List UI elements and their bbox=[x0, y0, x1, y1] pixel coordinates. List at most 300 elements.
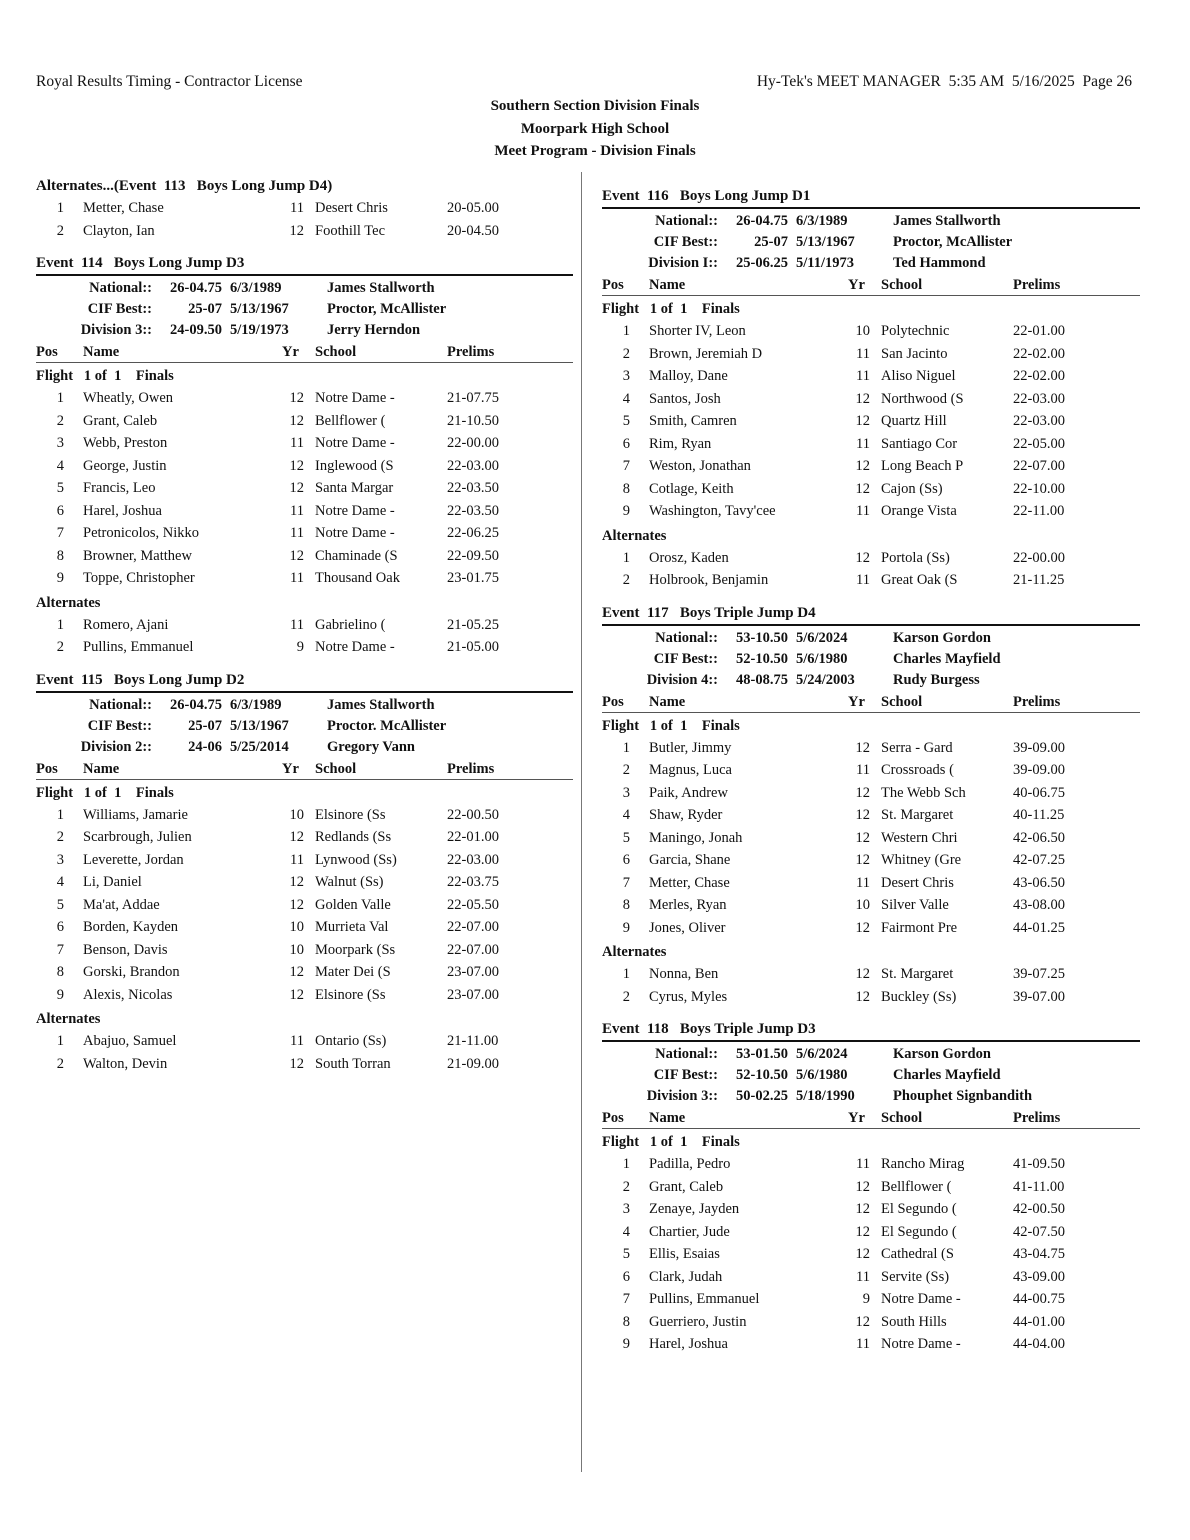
result-row bbox=[602, 804, 1140, 827]
school: Buckley (Ss) bbox=[881, 988, 957, 1005]
year: 11 bbox=[856, 762, 870, 778]
school: Bellflower ( bbox=[881, 1178, 952, 1195]
prelims-mark: 44-01.25 bbox=[1013, 919, 1065, 936]
athlete-name: Washington, Tavy'cee bbox=[649, 503, 776, 519]
event-section bbox=[602, 602, 1140, 1019]
prelims-mark: 22-11.00 bbox=[1013, 503, 1065, 519]
athlete-name: Garcia, Shane bbox=[649, 852, 731, 868]
records-block bbox=[602, 626, 1140, 692]
column-header bbox=[36, 759, 573, 780]
result-row bbox=[602, 872, 1140, 895]
result-row bbox=[602, 410, 1140, 433]
record-mark: 53-01.50 bbox=[736, 1046, 788, 1062]
athlete-name: Grant, Caleb bbox=[83, 412, 158, 429]
place: 2 bbox=[56, 412, 64, 429]
athlete-name: Maningo, Jonah bbox=[649, 829, 743, 846]
yr-header: Yr bbox=[848, 1110, 865, 1126]
left-column bbox=[36, 175, 573, 1085]
record-holder: Karson Gordon bbox=[893, 629, 991, 646]
section-gap bbox=[602, 1008, 1140, 1018]
result-row bbox=[36, 894, 573, 917]
yr-header: Yr bbox=[282, 760, 299, 777]
record-mark: 48-08.75 bbox=[736, 671, 788, 688]
year: 12 bbox=[855, 549, 870, 566]
record-label: National:: bbox=[89, 696, 152, 713]
school: Golden Valle bbox=[315, 896, 391, 913]
place: 8 bbox=[622, 1313, 630, 1330]
year: 12 bbox=[289, 1055, 304, 1072]
place: 3 bbox=[56, 851, 64, 868]
prelims-mark: 22-02.00 bbox=[1013, 345, 1065, 362]
school: Notre Dame - bbox=[881, 1291, 961, 1307]
school: Servite (Ss) bbox=[881, 1268, 950, 1285]
place: 9 bbox=[56, 570, 64, 586]
continued-title: Alternates...(Event 113 Boys Long Jump D4) bbox=[36, 178, 333, 194]
athlete-name: Harel, Joshua bbox=[83, 502, 162, 519]
record-row bbox=[602, 253, 1140, 274]
athlete-name: Wheatly, Owen bbox=[83, 390, 174, 406]
result-row bbox=[602, 1198, 1140, 1221]
athlete-name: Padilla, Pedro bbox=[649, 1156, 731, 1172]
year: 11 bbox=[290, 502, 304, 519]
name-header: Name bbox=[83, 760, 120, 777]
school: Gabrielino ( bbox=[315, 616, 386, 633]
meet-titles bbox=[0, 95, 1190, 163]
record-mark: 53-10.50 bbox=[736, 629, 788, 646]
place: 3 bbox=[622, 784, 630, 801]
place: 5 bbox=[622, 1246, 630, 1262]
school: Notre Dame - bbox=[315, 525, 395, 541]
record-row bbox=[602, 211, 1140, 232]
prelims-mark: 43-08.00 bbox=[1013, 897, 1065, 913]
prelims-mark: 22-03.75 bbox=[447, 874, 499, 890]
athlete-name: Cyrus, Myles bbox=[649, 988, 728, 1005]
school-header: School bbox=[881, 693, 923, 710]
result-row bbox=[36, 522, 573, 545]
record-date: 5/18/1990 bbox=[796, 1088, 855, 1104]
year: 12 bbox=[855, 852, 870, 868]
prelims-header: Prelims bbox=[1013, 1110, 1061, 1126]
year: 12 bbox=[855, 413, 870, 429]
meet-venue: Moorpark High School bbox=[520, 120, 670, 137]
prelims-mark: 39-07.25 bbox=[1013, 966, 1065, 982]
year: 12 bbox=[855, 1178, 870, 1195]
school: Silver Valle bbox=[881, 897, 949, 913]
result-row bbox=[602, 343, 1140, 366]
record-label: CIF Best:: bbox=[653, 1067, 718, 1083]
pos-header: Pos bbox=[602, 693, 624, 710]
prelims-mark: 20-04.50 bbox=[447, 222, 499, 239]
place: 2 bbox=[56, 222, 64, 239]
record-row bbox=[36, 737, 573, 758]
prelims-mark: 43-06.50 bbox=[1013, 874, 1065, 891]
prelims-mark: 22-09.50 bbox=[447, 547, 499, 564]
alternate-row bbox=[36, 614, 573, 637]
place: 1 bbox=[622, 1156, 630, 1172]
result-row bbox=[602, 737, 1140, 760]
result-row bbox=[36, 849, 573, 872]
record-mark: 52-10.50 bbox=[736, 1067, 788, 1083]
year: 11 bbox=[856, 503, 870, 519]
year: 11 bbox=[290, 616, 304, 633]
athlete-name: Malloy, Dane bbox=[649, 368, 728, 384]
school: Walnut (Ss) bbox=[315, 874, 384, 890]
school: Northwood (S bbox=[881, 390, 964, 407]
school: Serra - Gard bbox=[881, 739, 953, 756]
place: 6 bbox=[622, 852, 630, 868]
flight-label: Flight 1 of 1 Finals bbox=[36, 784, 174, 801]
place: 8 bbox=[56, 964, 64, 980]
year: 12 bbox=[855, 739, 870, 756]
record-row bbox=[602, 1086, 1140, 1107]
year: 11 bbox=[856, 874, 870, 891]
prelims-mark: 21-11.00 bbox=[447, 1033, 499, 1049]
record-label: National:: bbox=[89, 280, 152, 296]
year: 12 bbox=[855, 807, 870, 823]
record-date: 6/3/1989 bbox=[230, 696, 282, 713]
result-row bbox=[36, 939, 573, 962]
record-label: Division 4:: bbox=[646, 671, 718, 688]
record-row bbox=[36, 695, 573, 716]
place: 1 bbox=[56, 806, 64, 823]
athlete-name: Benson, Davis bbox=[83, 941, 168, 958]
record-date: 5/24/2003 bbox=[796, 671, 855, 688]
name-header: Name bbox=[649, 277, 686, 293]
athlete-name: Clark, Judah bbox=[649, 1268, 723, 1285]
year: 11 bbox=[856, 435, 870, 452]
record-holder: James Stallworth bbox=[893, 213, 1001, 229]
year: 11 bbox=[290, 1033, 304, 1049]
athlete-name: Clayton, Ian bbox=[83, 222, 155, 239]
place: 2 bbox=[56, 1055, 64, 1072]
school: San Jacinto bbox=[881, 345, 948, 362]
event-section bbox=[36, 252, 573, 669]
athlete-name: Merles, Ryan bbox=[649, 897, 727, 913]
place: 1 bbox=[56, 390, 64, 406]
school: Notre Dame - bbox=[315, 390, 395, 406]
alternate-row bbox=[36, 220, 573, 243]
place: 2 bbox=[56, 639, 64, 655]
result-row bbox=[602, 894, 1140, 917]
school: St. Margaret bbox=[881, 807, 954, 823]
school: Elsinore (Ss bbox=[315, 986, 386, 1003]
place: 4 bbox=[622, 1223, 630, 1240]
record-holder: Charles Mayfield bbox=[893, 650, 1001, 667]
result-row bbox=[36, 567, 573, 590]
athlete-name: Orosz, Kaden bbox=[649, 549, 729, 566]
athlete-name: Li, Daniel bbox=[83, 874, 142, 890]
record-row bbox=[36, 716, 573, 737]
yr-header: Yr bbox=[848, 693, 865, 710]
year: 11 bbox=[856, 1156, 870, 1172]
place: 4 bbox=[622, 390, 630, 407]
result-row bbox=[36, 826, 573, 849]
meet-program: Meet Program - Division Finals bbox=[494, 143, 696, 159]
school: Chaminade (S bbox=[315, 547, 398, 564]
record-mark: 24-06 bbox=[188, 738, 222, 755]
prelims-mark: 43-04.75 bbox=[1013, 1246, 1065, 1262]
record-label: National:: bbox=[655, 629, 718, 646]
athlete-name: Chartier, Jude bbox=[649, 1223, 730, 1240]
yr-header: Yr bbox=[848, 277, 865, 293]
school: Desert Chris bbox=[881, 874, 954, 891]
athlete-name: Borden, Kayden bbox=[83, 919, 179, 935]
pos-header: Pos bbox=[602, 277, 624, 293]
prelims-mark: 39-09.00 bbox=[1013, 762, 1065, 778]
record-holder: Ted Hammond bbox=[893, 255, 986, 271]
section-gap bbox=[36, 659, 573, 669]
place: 6 bbox=[622, 1268, 630, 1285]
record-date: 5/25/2014 bbox=[230, 738, 289, 755]
school: Lynwood (Ss) bbox=[315, 851, 397, 868]
athlete-name: Butler, Jimmy bbox=[649, 739, 732, 756]
place: 5 bbox=[56, 896, 64, 913]
school: Whitney (Gre bbox=[881, 852, 962, 868]
year: 12 bbox=[855, 966, 870, 982]
school: Polytechnic bbox=[881, 323, 950, 339]
year: 12 bbox=[289, 874, 304, 890]
athlete-name: Browner, Matthew bbox=[83, 547, 192, 564]
result-row bbox=[602, 1153, 1140, 1176]
record-label: Division 2:: bbox=[80, 738, 152, 755]
column-header bbox=[602, 1108, 1140, 1129]
school: Cathedral (S bbox=[881, 1246, 954, 1262]
event-title: Event 117 Boys Triple Jump D4 bbox=[602, 602, 1140, 626]
prelims-mark: 22-00.00 bbox=[447, 435, 499, 451]
record-mark: 52-10.50 bbox=[736, 650, 788, 667]
year: 9 bbox=[862, 1291, 870, 1307]
athlete-name: Shorter IV, Leon bbox=[649, 323, 746, 339]
record-holder: Gregory Vann bbox=[327, 738, 415, 755]
school: Quartz Hill bbox=[881, 413, 947, 429]
athlete-name: Pullins, Emmanuel bbox=[649, 1291, 760, 1307]
year: 11 bbox=[856, 368, 870, 384]
place: 5 bbox=[56, 480, 64, 496]
alternate-row bbox=[602, 569, 1140, 592]
result-row bbox=[602, 1288, 1140, 1311]
place: 3 bbox=[622, 1201, 630, 1217]
school: Santa Margar bbox=[315, 480, 394, 496]
school: Inglewood (S bbox=[315, 457, 394, 474]
year: 12 bbox=[855, 1313, 870, 1330]
flight-label: Flight 1 of 1 Finals bbox=[602, 717, 740, 734]
record-mark: 25-06.25 bbox=[736, 255, 788, 271]
result-row bbox=[602, 388, 1140, 411]
event-section bbox=[36, 669, 573, 1086]
athlete-name: Walton, Devin bbox=[83, 1055, 168, 1072]
year: 10 bbox=[289, 806, 304, 823]
place: 2 bbox=[622, 345, 630, 362]
place: 7 bbox=[622, 458, 630, 474]
section-gap bbox=[602, 592, 1140, 602]
record-holder: Proctor. McAllister bbox=[327, 717, 447, 734]
year: 11 bbox=[290, 851, 304, 868]
result-row bbox=[36, 432, 573, 455]
prelims-mark: 42-07.25 bbox=[1013, 852, 1065, 868]
prelims-mark: 23-07.00 bbox=[447, 964, 499, 980]
result-row bbox=[602, 849, 1140, 872]
school: Aliso Niguel bbox=[881, 368, 956, 384]
school: El Segundo ( bbox=[881, 1201, 957, 1217]
record-mark: 24-09.50 bbox=[170, 322, 222, 338]
year: 12 bbox=[289, 986, 304, 1003]
school-header: School bbox=[315, 760, 357, 777]
athlete-name: Smith, Camren bbox=[649, 413, 737, 429]
top-gap bbox=[602, 175, 1140, 185]
event-title: Event 114 Boys Long Jump D3 bbox=[36, 252, 573, 276]
result-row bbox=[602, 320, 1140, 343]
record-mark: 26-04.75 bbox=[736, 213, 788, 229]
result-row bbox=[602, 1266, 1140, 1289]
record-date: 5/6/1980 bbox=[796, 1067, 848, 1083]
result-row bbox=[602, 478, 1140, 501]
records-block bbox=[602, 209, 1140, 275]
prelims-mark: 21-05.00 bbox=[447, 639, 499, 655]
record-holder: Phouphet Signbandith bbox=[893, 1088, 1033, 1104]
records-block bbox=[36, 693, 573, 759]
athlete-name: Grant, Caleb bbox=[649, 1178, 724, 1195]
prelims-mark: 22-03.00 bbox=[1013, 390, 1065, 407]
event-title: Event 116 Boys Long Jump D1 bbox=[602, 185, 1140, 209]
prelims-mark: 22-02.00 bbox=[1013, 368, 1065, 384]
year: 11 bbox=[856, 1268, 870, 1285]
school: St. Margaret bbox=[881, 966, 954, 982]
record-row bbox=[602, 232, 1140, 253]
records-block bbox=[36, 276, 573, 342]
record-label: Division I:: bbox=[648, 255, 718, 271]
prelims-mark: 44-04.00 bbox=[1013, 1336, 1065, 1352]
school: Notre Dame - bbox=[315, 435, 395, 451]
athlete-name: Abajuo, Samuel bbox=[83, 1033, 177, 1049]
place: 1 bbox=[622, 966, 630, 982]
record-holder: Proctor, McAllister bbox=[327, 301, 447, 317]
result-row bbox=[36, 804, 573, 827]
prelims-mark: 44-00.75 bbox=[1013, 1291, 1065, 1307]
prelims-mark: 42-06.50 bbox=[1013, 829, 1065, 846]
record-holder: Jerry Herndon bbox=[327, 322, 421, 338]
year: 12 bbox=[855, 458, 870, 474]
alternates-label: Alternates bbox=[36, 1011, 101, 1027]
place: 8 bbox=[56, 547, 64, 564]
event-section bbox=[602, 185, 1140, 602]
athlete-name: Holbrook, Benjamin bbox=[649, 572, 769, 588]
place: 2 bbox=[56, 829, 64, 845]
record-date: 5/13/1967 bbox=[230, 301, 289, 317]
column-header bbox=[602, 692, 1140, 713]
result-row bbox=[36, 984, 573, 1007]
year: 9 bbox=[296, 639, 304, 655]
place: 5 bbox=[622, 413, 630, 429]
prelims-mark: 41-11.00 bbox=[1013, 1178, 1065, 1195]
athlete-name: Toppe, Christopher bbox=[83, 570, 195, 586]
prelims-header: Prelims bbox=[1013, 693, 1061, 710]
place: 1 bbox=[56, 200, 64, 216]
record-row bbox=[36, 278, 573, 299]
school: Notre Dame - bbox=[881, 1336, 961, 1352]
school-header: School bbox=[881, 277, 923, 293]
year: 12 bbox=[855, 1246, 870, 1262]
school: Elsinore (Ss bbox=[315, 806, 386, 823]
year: 12 bbox=[855, 1201, 870, 1217]
place: 2 bbox=[622, 1178, 630, 1195]
record-mark: 50-02.25 bbox=[736, 1088, 788, 1104]
athlete-name: Magnus, Luca bbox=[649, 762, 732, 778]
record-row bbox=[36, 320, 573, 341]
year: 12 bbox=[855, 1223, 870, 1240]
athlete-name: Cotlage, Keith bbox=[649, 480, 734, 497]
year: 12 bbox=[289, 547, 304, 564]
record-label: CIF Best:: bbox=[87, 301, 152, 317]
prelims-mark: 22-03.50 bbox=[447, 502, 499, 519]
record-date: 5/6/2024 bbox=[796, 1046, 848, 1062]
year: 11 bbox=[856, 345, 870, 362]
school: Foothill Tec bbox=[315, 222, 386, 239]
result-row bbox=[36, 387, 573, 410]
athlete-name: Romero, Ajani bbox=[83, 616, 169, 633]
record-date: 5/11/1973 bbox=[796, 255, 855, 271]
year: 12 bbox=[289, 457, 304, 474]
record-holder: James Stallworth bbox=[327, 280, 435, 296]
continued-alternates bbox=[36, 175, 573, 252]
result-row bbox=[602, 1221, 1140, 1244]
yr-header: Yr bbox=[282, 344, 299, 360]
name-header: Name bbox=[649, 693, 686, 710]
alternate-row bbox=[36, 636, 573, 659]
athlete-name: Gorski, Brandon bbox=[83, 964, 180, 980]
year: 11 bbox=[290, 525, 304, 541]
result-row bbox=[602, 433, 1140, 456]
school: South Torran bbox=[315, 1055, 391, 1072]
result-row bbox=[36, 410, 573, 433]
athlete-name: Ma'at, Addae bbox=[83, 896, 160, 913]
athlete-name: Metter, Chase bbox=[649, 874, 730, 891]
alternates-label: Alternates bbox=[602, 944, 667, 960]
prelims-header: Prelims bbox=[1013, 277, 1061, 293]
result-row bbox=[36, 477, 573, 500]
school: Cajon (Ss) bbox=[881, 480, 943, 497]
athlete-name: Pullins, Emmanuel bbox=[83, 639, 194, 655]
page-header-left: Royal Results Timing - Contractor License bbox=[36, 73, 303, 90]
prelims-mark: 22-01.00 bbox=[1013, 323, 1065, 339]
pos-header: Pos bbox=[36, 344, 58, 360]
athlete-name: Zenaye, Jayden bbox=[649, 1201, 740, 1217]
prelims-header: Prelims bbox=[447, 760, 495, 777]
place: 6 bbox=[56, 502, 64, 519]
alternates-label: Alternates bbox=[602, 527, 667, 544]
athlete-name: Rim, Ryan bbox=[649, 435, 712, 452]
school: Notre Dame - bbox=[315, 502, 395, 519]
year: 12 bbox=[855, 390, 870, 407]
name-header: Name bbox=[83, 344, 120, 360]
year: 12 bbox=[289, 829, 304, 845]
meet-title: Southern Section Division Finals bbox=[490, 98, 700, 114]
athlete-name: Williams, Jamarie bbox=[83, 806, 188, 823]
result-row bbox=[602, 782, 1140, 805]
column-header bbox=[602, 275, 1140, 296]
school: Murrieta Val bbox=[315, 919, 389, 935]
year: 12 bbox=[855, 919, 870, 936]
prelims-mark: 22-03.00 bbox=[447, 851, 499, 868]
record-mark: 25-07 bbox=[188, 717, 222, 734]
prelims-mark: 40-06.75 bbox=[1013, 784, 1065, 801]
prelims-mark: 20-05.00 bbox=[447, 200, 499, 216]
prelims-mark: 39-09.00 bbox=[1013, 739, 1065, 756]
prelims-mark: 21-10.50 bbox=[447, 412, 499, 429]
school: The Webb Sch bbox=[881, 784, 966, 801]
alternate-row bbox=[36, 1030, 573, 1053]
year: 10 bbox=[855, 897, 870, 913]
school: Portola (Ss) bbox=[881, 549, 950, 566]
